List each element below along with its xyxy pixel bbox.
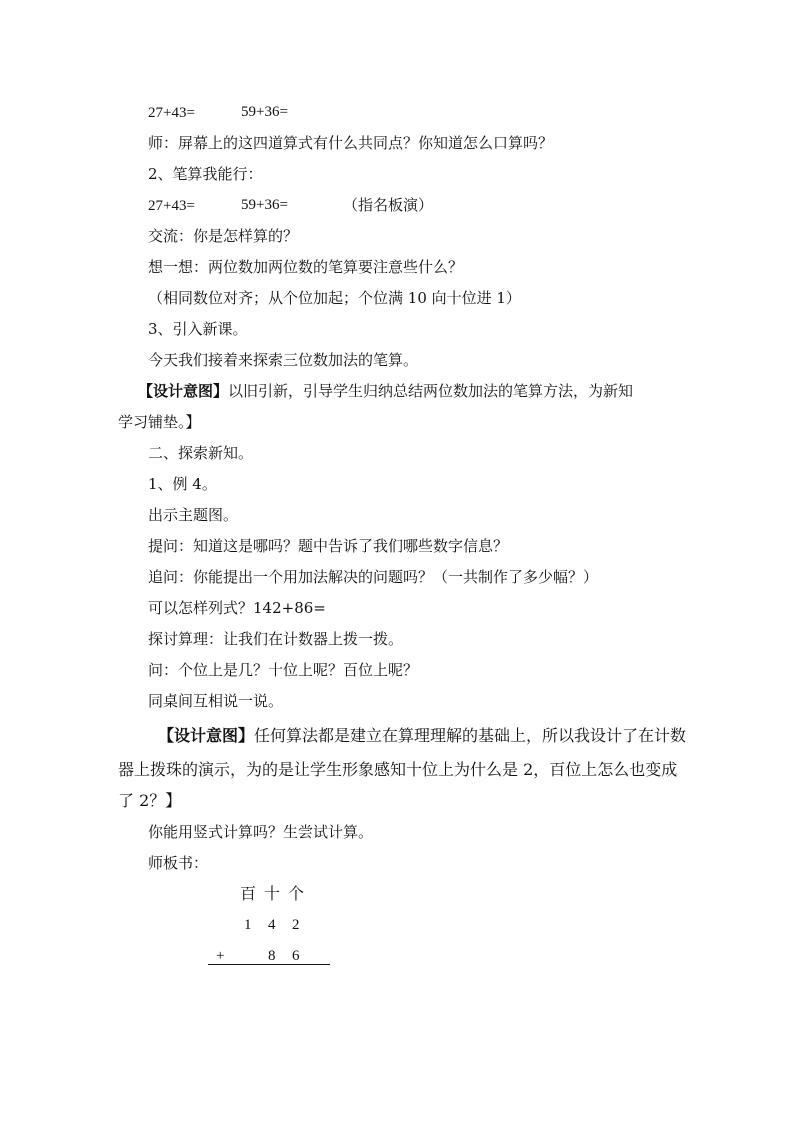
place-header-hundreds: 百 <box>240 884 257 903</box>
design-intent-1-cont: 学习铺垫。】 <box>118 413 201 431</box>
equation: 27+43= <box>148 105 195 121</box>
digit: 6 <box>292 948 300 964</box>
paragraph: 追问：你能提出一个用加法解决的问题吗？（一共制作了多少幅？） <box>148 568 599 586</box>
design-intent-2-cont: 了 2？】 <box>118 791 182 810</box>
equation: 27+43= <box>148 198 195 214</box>
place-header-tens: 十 <box>264 884 281 903</box>
equation: 59+36= <box>241 197 288 213</box>
paragraph: 2、笔算我能行： <box>148 165 263 183</box>
paragraph: 今天我们接着来探索三位数加法的笔算。 <box>148 351 419 369</box>
equation-line-2 <box>148 195 434 216</box>
digit: 1 <box>244 917 252 933</box>
paragraph: （相同数位对齐；从个位加起；个位满 10 向十位进 1） <box>148 289 521 307</box>
digit: 2 <box>292 917 300 933</box>
paragraph: 1、例 4。 <box>148 475 217 493</box>
digit: 4 <box>268 917 276 933</box>
equation-line-1 <box>148 102 288 123</box>
digit: 8 <box>268 948 276 964</box>
design-intent-label: 【设计意图】 <box>138 382 229 400</box>
paragraph: 提问：知道这是哪吗？题中告诉了我们哪些数字信息？ <box>148 537 509 555</box>
note: （指名板演） <box>343 196 434 214</box>
equation: 59+36= <box>241 104 288 120</box>
section-heading: 二、探索新知。 <box>148 444 254 462</box>
paragraph: 交流：你是怎样算的？ <box>148 227 299 245</box>
paragraph: 同桌间互相说一说。 <box>148 692 284 710</box>
paragraph: 探讨算理：让我们在计数器上拨一拨。 <box>148 630 404 648</box>
design-intent-2-cont: 器上拨珠的演示，为的是让学生形象感知十位上为什么是 2，百位上怎么也变成 <box>118 760 678 779</box>
paragraph: 3、引入新课。 <box>148 320 248 338</box>
place-header-ones: 个 <box>288 884 305 903</box>
design-intent-2 <box>158 726 686 746</box>
paragraph: 问：个位上是几？十位上呢？百位上呢？ <box>148 661 419 679</box>
paragraph: 想一想：两位数加两位数的笔算要注意些什么？ <box>148 258 464 276</box>
paragraph: 可以怎样列式？142+86= <box>148 599 326 617</box>
paragraph: 出示主题图。 <box>148 506 239 524</box>
plus-sign: + <box>216 948 225 964</box>
paragraph: 师板书： <box>148 854 209 872</box>
sum-rule <box>208 964 330 965</box>
design-intent-text: 任何算法都是建立在算理理解的基础上，所以我设计了在计数 <box>254 726 687 745</box>
paragraph: 你能用竖式计算吗？生尝试计算。 <box>148 823 374 841</box>
design-intent-1 <box>138 381 633 401</box>
design-intent-text: 以旧引新，引导学生归纳总结两位数加法的笔算方法，为新知 <box>228 382 634 400</box>
paragraph: 师：屏幕上的这四道算式有什么共同点？你知道怎么口算吗？ <box>148 134 554 152</box>
design-intent-label: 【设计意图】 <box>158 726 255 745</box>
